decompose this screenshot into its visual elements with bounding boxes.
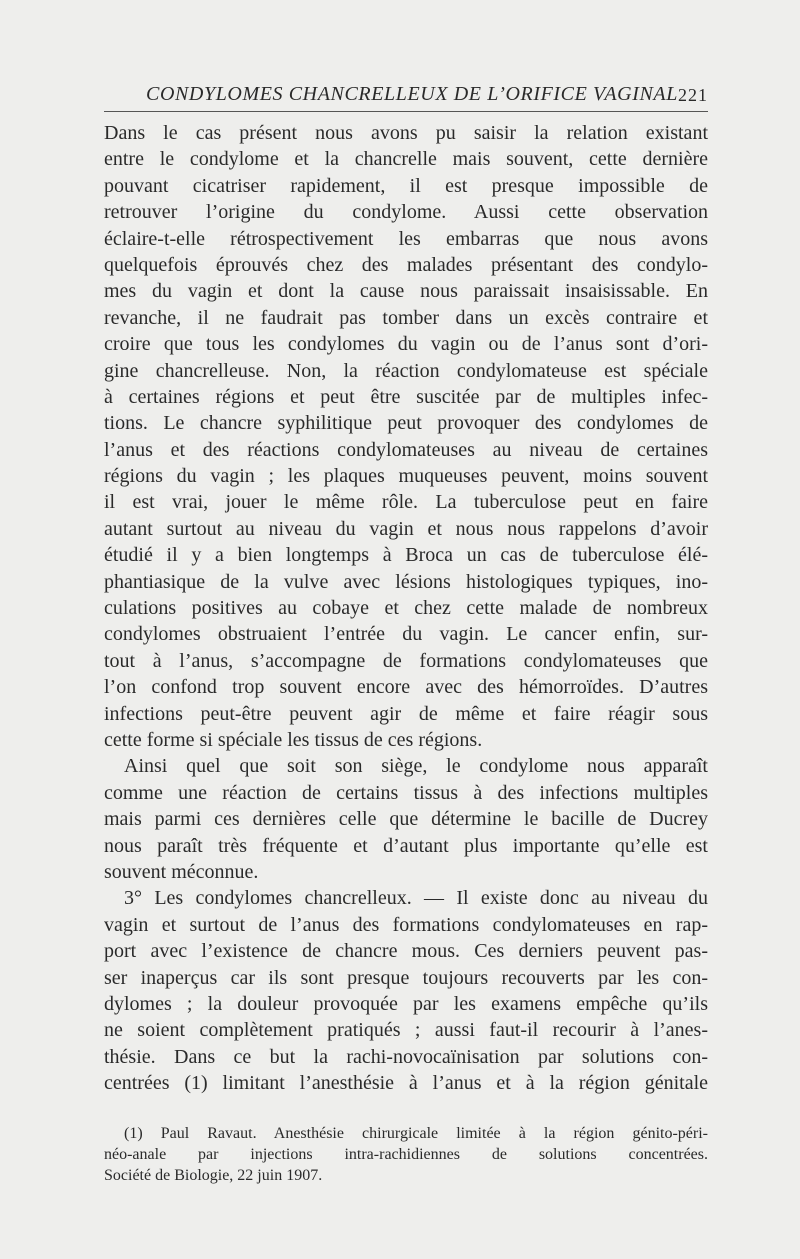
footnote-line: Société de Biologie, 22 juin 1907.: [104, 1167, 323, 1184]
text-line: tions. Le chancre syphilitique peut provoquer des condylomes de: [104, 412, 708, 435]
text-line: retrouver l’origine du condylome. Aussi cette observation: [104, 201, 708, 224]
text-line: centrées (1) limitant l’anesthésie à l’anus et à la région génitale: [104, 1072, 708, 1095]
text-line: à certaines régions et peut être suscitée par de multiples infec-: [104, 385, 708, 408]
section-heading-line: 3° Les condylomes chancrelleux. — Il existe donc au niveau du: [124, 887, 708, 910]
text-line: régions du vagin ; les plaques muqueuses peuvent, moins souvent: [104, 465, 708, 488]
running-title: CONDYLOMES CHANCRELLEUX DE L’ORIFICE VAGINAL: [146, 83, 678, 105]
text-line: l’on confond trop souvent encore avec des hémorroïdes. D’autres: [104, 676, 708, 699]
text-line: thésie. Dans ce but la rachi-novocaïnisation par solutions con-: [104, 1045, 708, 1068]
text-line: vagin et surtout de l’anus des formations condylomateuses en rap-: [104, 913, 708, 936]
text-line: gine chancrelleuse. Non, la réaction condylomateuse est spéciale: [104, 359, 708, 382]
text-line: port avec l’existence de chancre mous. Ces derniers peuvent pas-: [104, 940, 708, 963]
text-line: infections peut-être peuvent agir de même et faire réagir sous: [104, 702, 708, 725]
page-number: 221: [678, 85, 708, 105]
text-line: pouvant cicatriser rapidement, il est presque impossible de: [104, 174, 708, 197]
text-line: condylomes obstruaient l’entrée du vagin. Le cancer enfin, sur-: [104, 623, 708, 646]
paragraph-end-line: cette forme si spéciale les tissus de ces régions.: [104, 728, 483, 751]
text-line: étudié il y a bien longtemps à Broca un cas de tuberculose élé-: [104, 544, 708, 567]
text-line: phantiasique de la vulve avec lésions histologiques typiques, ino-: [104, 570, 708, 593]
footnote-line: néo-anale par injections intra-rachidiennes de solutions concentrées.: [104, 1146, 708, 1163]
text-line: Ainsi quel que soit son siège, le condylome nous apparaît: [124, 755, 708, 778]
text-line: l’anus et des réactions condylomateuses au niveau de certaines: [104, 438, 708, 461]
body-text: [104, 120, 708, 1096]
text-line: il est vrai, jouer le même rôle. La tuberculose peut en faire: [104, 491, 708, 514]
footnote: [104, 1123, 708, 1186]
text-line: mais parmi ces dernières celle que détermine le bacille de Ducrey: [104, 808, 708, 831]
text-line: Dans le cas présent nous avons pu saisir la relation existant: [104, 122, 708, 144]
text-line: ne soient complètement pratiqués ; aussi faut-il recourir à l’anes-: [104, 1019, 708, 1042]
text-line: éclaire-t-elle rétrospectivement les embarras que nous avons: [104, 227, 708, 250]
text-line: revanche, il ne faudrait pas tomber dans un excès contraire et: [104, 306, 708, 329]
text-line: nous paraît très fréquente et d’autant plus importante qu’elle est: [104, 834, 708, 857]
text-line: autant surtout au niveau du vagin et nous nous rappelons d’avoir: [104, 517, 708, 540]
text-line: quelquefois éprouvés chez des malades présentant des condylo-: [104, 253, 708, 276]
footnote-line: (1) Paul Ravaut. Anesthésie chirurgicale limitée à la région génito-péri-: [124, 1125, 708, 1142]
text-line: culations positives au cobaye et chez cette malade de nombreux: [104, 597, 708, 620]
paragraph-end-line: souvent méconnue.: [104, 860, 259, 883]
text-line: entre le condylome et la chancrelle mais souvent, cette dernière: [104, 148, 708, 171]
text-line: mes du vagin et dont la cause nous paraissait insaisissable. En: [104, 280, 708, 303]
text-line: tout à l’anus, s’accompagne de formations condylomateuses que: [104, 649, 708, 672]
text-line: comme une réaction de certains tissus à des infections multiples: [104, 781, 708, 804]
header-rule: [104, 111, 708, 112]
running-header: [104, 80, 708, 110]
text-line: ser inaperçus car ils sont presque toujours recouverts par les con-: [104, 966, 708, 989]
text-line: dylomes ; la douleur provoquée par les examens empêche qu’ils: [104, 992, 708, 1015]
text-line: croire que tous les condylomes du vagin ou de l’anus sont d’ori-: [104, 333, 708, 356]
